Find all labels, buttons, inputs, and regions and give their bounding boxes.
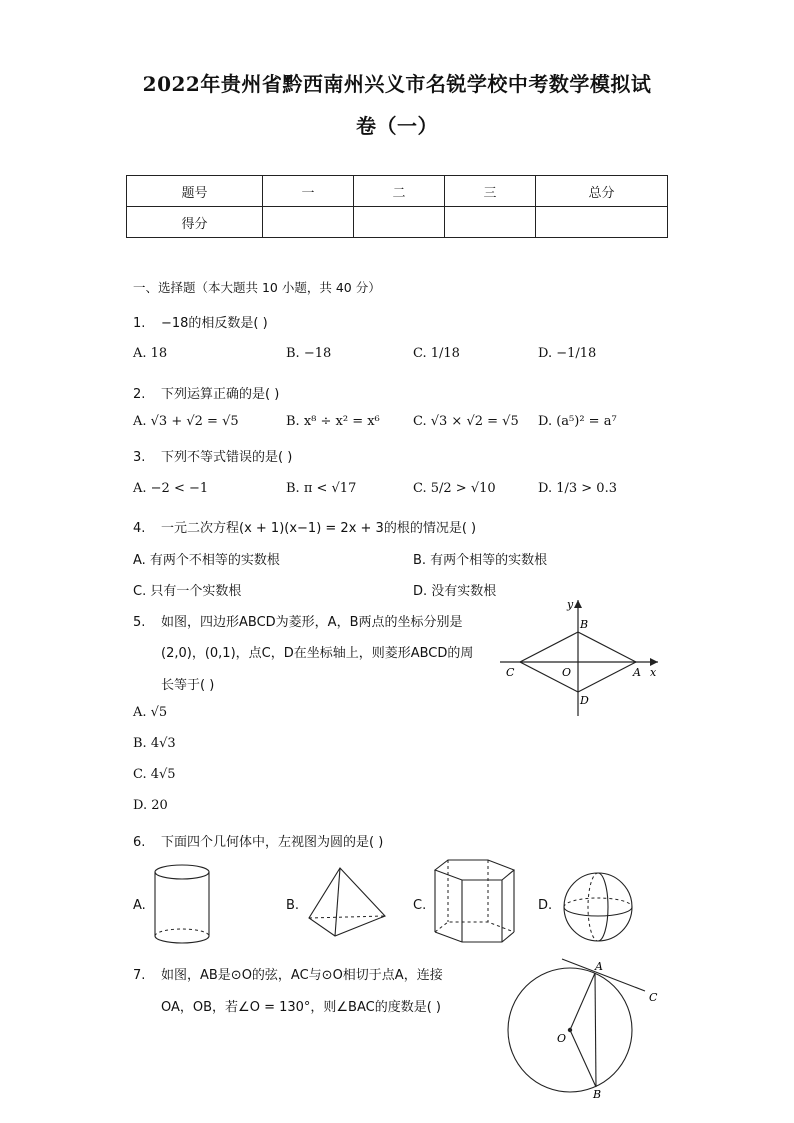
- score-cell[interactable]: [536, 207, 668, 238]
- option-c[interactable]: C.: [413, 898, 427, 913]
- option-b[interactable]: B. x⁸ ÷ x² = x⁶: [286, 414, 380, 429]
- question-number: 3.: [133, 450, 146, 465]
- option-c[interactable]: C. 1/18: [413, 346, 460, 361]
- pyramid-figure[interactable]: [305, 864, 390, 940]
- question-6: [133, 831, 383, 850]
- option-a[interactable]: A.: [133, 898, 146, 913]
- option-b[interactable]: B. −18: [286, 346, 332, 361]
- question-number: 5.: [133, 615, 146, 630]
- hexagonal-prism-figure[interactable]: [430, 856, 520, 948]
- score-cell[interactable]: [354, 207, 445, 238]
- score-header-cell: 总分: [536, 176, 668, 207]
- cylinder-bottom-back: [155, 929, 209, 936]
- score-header-cell: 一: [263, 176, 354, 207]
- question-1: [133, 312, 268, 331]
- question-number: 7.: [133, 968, 146, 983]
- sphere-equator-back: [564, 898, 632, 907]
- radius-ob: [570, 1030, 596, 1087]
- option-d[interactable]: D. 20: [133, 798, 168, 813]
- option-a[interactable]: A. √3 + √2 = √5: [133, 414, 239, 429]
- score-header-cell: 三: [445, 176, 536, 207]
- question-number: 2.: [133, 387, 146, 402]
- rhombus-figure: [490, 596, 670, 721]
- option-b[interactable]: B. π < √17: [286, 481, 357, 496]
- question-7: [133, 964, 443, 983]
- question-5: [133, 611, 462, 630]
- question-2: [133, 383, 279, 402]
- option-c[interactable]: C. 5/2 > √10: [413, 481, 496, 496]
- radius-oa: [570, 973, 595, 1030]
- question-text: 如图，AB是⊙O的弦，AC与⊙O相切于点A，连接: [161, 968, 443, 983]
- sphere-equator-front: [564, 907, 632, 916]
- x-axis-arrow: [650, 658, 658, 666]
- question-text: 下面四个几何体中，左视图为圆的是( ): [161, 835, 384, 850]
- option-b[interactable]: B. 4√3: [133, 736, 176, 751]
- label-y: y: [567, 598, 574, 611]
- label-o: O: [562, 666, 572, 679]
- section-heading: 一、选择题（本大题共 10 小题，共 40 分）: [133, 280, 381, 295]
- option-a[interactable]: A. 18: [133, 346, 168, 361]
- score-header-cell: 二: [354, 176, 445, 207]
- center-point: [568, 1028, 572, 1032]
- option-a[interactable]: A. −2 < −1: [133, 481, 209, 496]
- label-b: B: [580, 618, 589, 631]
- option-d[interactable]: D.: [538, 898, 553, 913]
- option-a[interactable]: A. √5: [133, 705, 168, 720]
- option-c[interactable]: C. 只有一个实数根: [133, 584, 242, 599]
- score-cell[interactable]: [263, 207, 354, 238]
- pyramid-hidden-edge: [309, 916, 385, 918]
- question-text: 如图，四边形ABCD为菱形，A，B两点的坐标分别是: [161, 615, 463, 630]
- score-cell[interactable]: [445, 207, 536, 238]
- option-b[interactable]: B. 有两个相等的实数根: [413, 553, 548, 568]
- sphere-outline: [564, 873, 632, 941]
- question-text-line: (2,0)，(0,1)，点C，D在坐标轴上，则菱形ABCD的周: [161, 646, 474, 661]
- question-text: 一元二次方程(x + 1)(x−1) = 2x + 3的根的情况是( ): [161, 521, 477, 536]
- prism-top: [435, 860, 514, 880]
- y-axis-arrow: [574, 600, 582, 608]
- option-c[interactable]: C. √3 × √2 = √5: [413, 414, 519, 429]
- question-text: 下列运算正确的是( ): [161, 387, 280, 402]
- question-text-line: OA，OB，若∠O = 130°，则∠BAC的度数是( ): [161, 1000, 441, 1015]
- option-b[interactable]: B.: [286, 898, 300, 913]
- question-number: 6.: [133, 835, 146, 850]
- question-4: [133, 517, 476, 536]
- circle-tangent-figure: [500, 955, 670, 1101]
- cylinder-figure[interactable]: [150, 862, 215, 948]
- question-3: [133, 446, 292, 465]
- label-b: B: [593, 1088, 602, 1101]
- option-d[interactable]: D. −1/18: [538, 346, 597, 361]
- cylinder-top: [155, 865, 209, 879]
- label-x: x: [650, 666, 657, 679]
- tangent-line-ac: [562, 959, 645, 991]
- question-number: 1.: [133, 316, 146, 331]
- label-c: C: [649, 991, 658, 1004]
- option-d[interactable]: D. (a⁵)² = a⁷: [538, 414, 617, 429]
- chord-ab: [595, 973, 596, 1087]
- cylinder-bottom-front: [155, 936, 209, 943]
- label-a: A: [633, 666, 641, 679]
- label-c: C: [506, 666, 515, 679]
- option-d[interactable]: D. 1/3 > 0.3: [538, 481, 617, 496]
- sphere-meridian-front: [598, 873, 608, 941]
- score-header-cell: 题号: [127, 176, 263, 207]
- option-d[interactable]: D. 没有实数根: [413, 584, 497, 599]
- pyramid-edge: [335, 868, 340, 936]
- score-table: [126, 175, 668, 238]
- question-text-line: 长等于( ): [161, 678, 215, 693]
- option-a[interactable]: A. 有两个不相等的实数根: [133, 553, 280, 568]
- option-c[interactable]: C. 4√5: [133, 767, 176, 782]
- question-text: −18的相反数是( ): [161, 316, 268, 331]
- question-number: 4.: [133, 521, 146, 536]
- sphere-meridian-back: [588, 873, 598, 941]
- sphere-figure[interactable]: [560, 870, 636, 944]
- score-table-header-row: [127, 176, 668, 207]
- score-table-score-row: [127, 207, 668, 238]
- pyramid-outline: [309, 868, 385, 936]
- question-text: 下列不等式错误的是( ): [161, 450, 293, 465]
- label-o: O: [557, 1032, 567, 1045]
- label-d: D: [580, 694, 589, 707]
- page-title-line1: 2022年贵州省黔西南州兴义市名锐学校中考数学模拟试: [142, 72, 652, 96]
- label-a: A: [595, 960, 603, 973]
- page-title-line2: 卷（一）: [356, 114, 438, 138]
- score-row-label: 得分: [127, 207, 263, 238]
